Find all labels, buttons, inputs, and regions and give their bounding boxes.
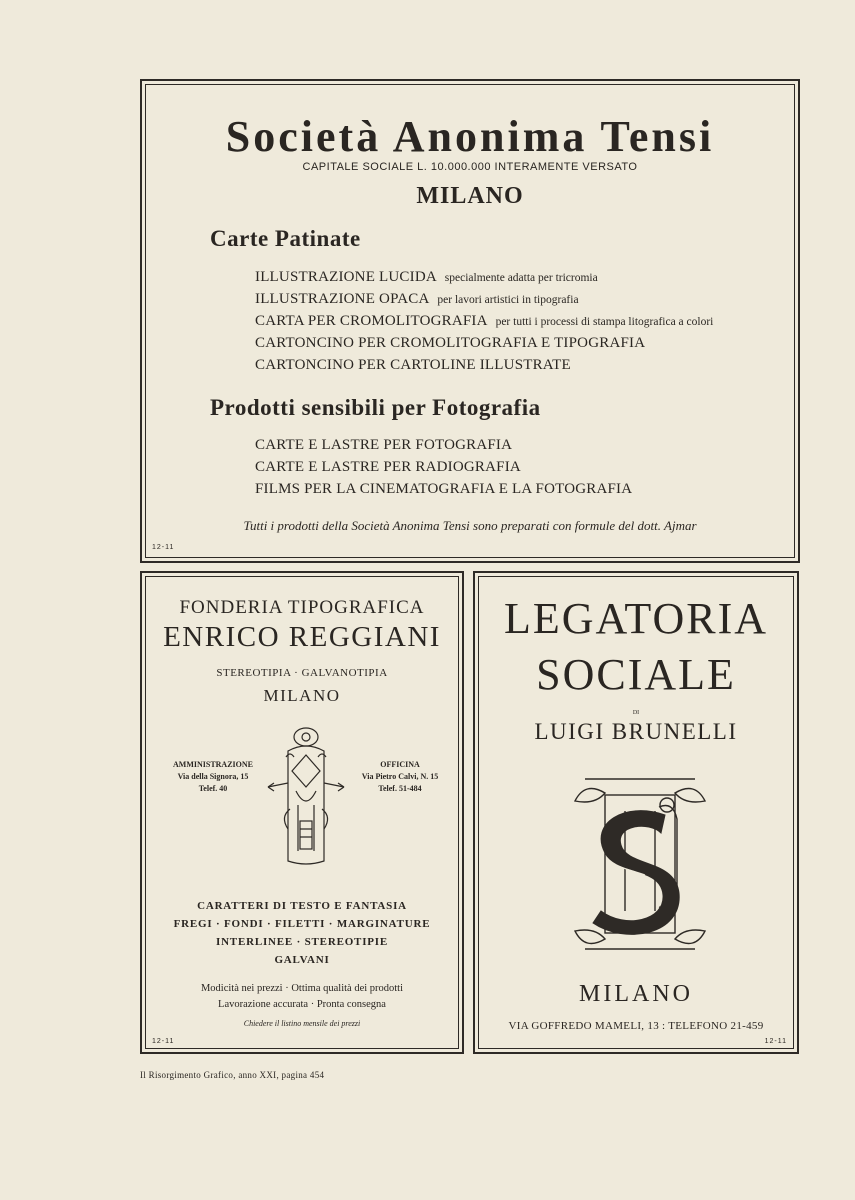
printer-emblem-icon <box>260 721 352 871</box>
product-line <box>255 266 598 289</box>
product-line <box>255 354 571 376</box>
product-line: INTERLINEE · STEREOTIPIE <box>215 936 389 948</box>
product-main: ILLUSTRAZIONE LUCIDA <box>255 269 437 285</box>
product-line: FREGI · FONDI · FILETTI · MARGINATURE <box>173 918 431 930</box>
workshop-phone: Telef. 51-484 <box>378 784 422 793</box>
ornamental-letter-s-icon <box>565 771 715 957</box>
reggiani-title-foundry: FONDERIA TIPOGRAFICA <box>179 597 425 618</box>
product-line: FILMS PER LA CINEMATOGRAFIA E LA FOTOGRAFIA <box>255 481 633 497</box>
product-line: CARTE E LASTRE PER FOTOGRAFIA <box>255 437 513 453</box>
workshop-address: Via Pietro Calvi, N. 15 <box>361 772 439 781</box>
section-title-carte-patinate: Carte Patinate <box>210 226 361 251</box>
workshop-label: OFFICINA <box>380 760 420 769</box>
product-line: CARTE E LASTRE PER RADIOGRAFIA <box>255 459 521 475</box>
legatoria-address: VIA GOFFREDO MAMELI, 13 : TELEFONO 21-459 <box>508 1020 764 1032</box>
ad-code: 12-11 <box>152 544 175 551</box>
reggiani-note: Chiedere il listino mensile dei prezzi <box>243 1019 361 1028</box>
product-line: GALVANI <box>274 954 330 966</box>
reggiani-advertisement <box>140 571 464 1054</box>
product-note: per lavori artistici in tipografia <box>437 294 579 306</box>
legatoria-owner: LUIGI BRUNELLI <box>534 719 738 744</box>
tensi-capital: CAPITALE SOCIALE L. 10.000.000 INTERAMENTE VERSATO <box>302 161 638 173</box>
product-line <box>255 332 645 354</box>
legatoria-title-line1: LEGATORIA <box>503 594 769 643</box>
page-footer: Il Risorgimento Grafico, anno XXI, pagina 454 <box>140 1070 325 1080</box>
administration-label: AMMINISTRAZIONE <box>172 760 253 769</box>
tensi-note: Tutti i prodotti della Società Anonima Tensi sono preparati con formule del dott. Ajmar <box>243 518 697 533</box>
administration-block <box>158 759 268 795</box>
legatoria-di: DI <box>632 710 640 716</box>
reggiani-footer <box>142 981 462 1013</box>
product-main: CARTONCINO PER CARTOLINE ILLUSTRATE <box>255 357 571 373</box>
product-note: specialmente adatta per tricromia <box>444 272 598 284</box>
workshop-block <box>346 759 454 795</box>
product-main: ILLUSTRAZIONE OPACA <box>255 291 430 307</box>
footer-line: Lavorazione accurata · Pronta consegna <box>218 999 386 1010</box>
product-note: per tutti i processi di stampa litografica a colori <box>495 316 714 328</box>
reggiani-subtitle: STEREOTIPIA · GALVANOTIPIA <box>216 667 388 679</box>
legatoria-city: MILANO <box>579 981 693 1007</box>
product-line: CARATTERI DI TESTO E FANTASIA <box>197 900 407 912</box>
administration-phone: Telef. 40 <box>198 784 228 793</box>
product-line <box>255 310 713 333</box>
section-title-prodotti-sensibili: Prodotti sensibili per Fotografia <box>210 395 541 420</box>
ad-code: 12-11 <box>152 1038 175 1045</box>
reggiani-city: MILANO <box>263 686 341 705</box>
reggiani-title-name: ENRICO REGGIANI <box>163 621 441 653</box>
product-main: CARTA PER CROMOLITOGRAFIA <box>255 313 488 329</box>
tensi-advertisement <box>140 79 800 563</box>
tensi-city: MILANO <box>416 183 524 209</box>
legatoria-title-line2: SOCIALE <box>536 650 736 699</box>
product-line <box>255 288 579 311</box>
footer-line: Modicità nei prezzi · Ottima qualità dei prodotti <box>200 983 404 994</box>
tensi-title: Società Anonima Tensi <box>225 112 715 161</box>
ad-code: 12-11 <box>764 1038 787 1045</box>
reggiani-products <box>142 897 462 969</box>
legatoria-advertisement <box>473 571 799 1054</box>
administration-address: Via della Signora, 15 <box>177 772 249 781</box>
product-main: CARTONCINO PER CROMOLITOGRAFIA E TIPOGRAFIA <box>255 335 646 351</box>
